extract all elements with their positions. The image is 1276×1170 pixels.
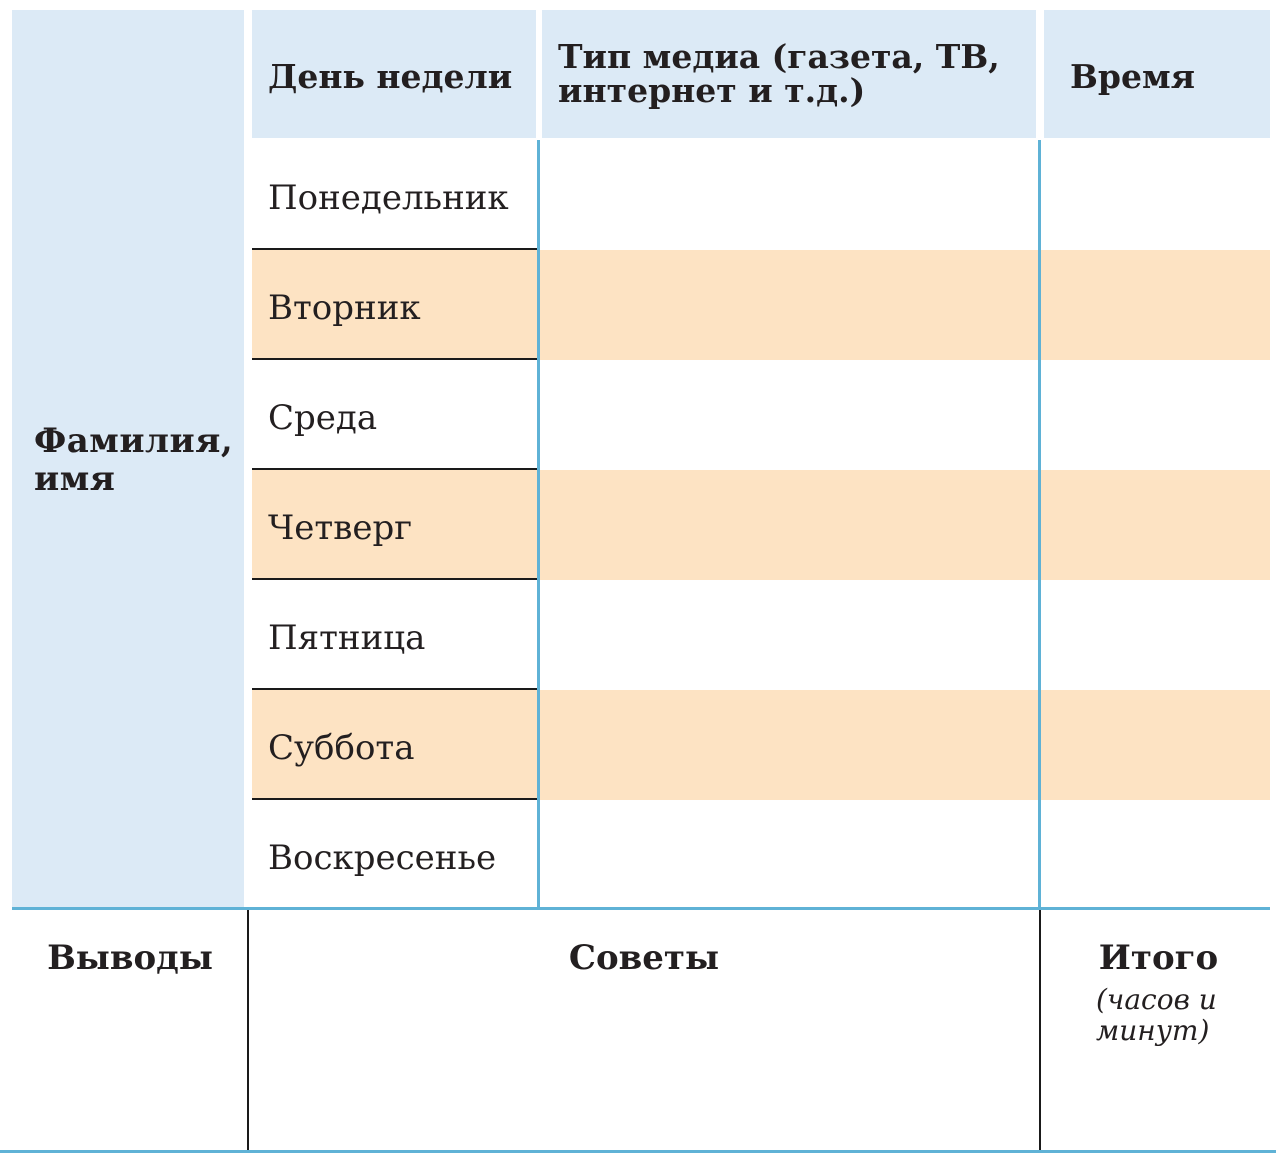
header-day-label: День недели bbox=[268, 57, 513, 96]
column-divider bbox=[537, 140, 540, 908]
row-divider bbox=[252, 468, 540, 470]
column-divider bbox=[1038, 140, 1041, 908]
total-label: Итого bbox=[1098, 938, 1219, 978]
table-row bbox=[252, 360, 1270, 470]
row-divider bbox=[252, 248, 540, 250]
header-media-line2: интернет и т.д.) bbox=[558, 71, 866, 110]
row-divider bbox=[252, 798, 540, 800]
day-label-friday: Пятница bbox=[268, 618, 426, 658]
total-note-line2: минут) bbox=[1096, 1014, 1210, 1047]
name-label-line1: Фамилия, bbox=[34, 421, 234, 461]
row-divider bbox=[252, 358, 540, 360]
header-time-label: Время bbox=[1070, 57, 1196, 96]
header-media-line1: Тип медиа (газета, ТВ, bbox=[558, 37, 1000, 76]
total-note bbox=[1096, 984, 1266, 1046]
row-divider bbox=[252, 688, 540, 690]
day-label-tuesday: Вторник bbox=[268, 288, 421, 328]
name-label-line2: имя bbox=[34, 459, 116, 499]
day-label-thursday: Четверг bbox=[268, 508, 413, 548]
conclusions-label: Выводы bbox=[47, 938, 213, 978]
day-label-wednesday: Среда bbox=[268, 398, 378, 438]
header-media-label bbox=[558, 37, 1028, 110]
bottom-divider bbox=[0, 1150, 1276, 1153]
day-label-sunday: Воскресенье bbox=[268, 838, 497, 878]
row-divider bbox=[252, 578, 540, 580]
day-label-monday: Понедельник bbox=[268, 178, 509, 218]
day-label-saturday: Суббота bbox=[268, 728, 415, 768]
total-note-line1: (часов и bbox=[1096, 983, 1217, 1016]
advice-label: Советы bbox=[568, 938, 720, 978]
section-divider bbox=[12, 907, 1270, 910]
name-column-label bbox=[34, 422, 244, 498]
